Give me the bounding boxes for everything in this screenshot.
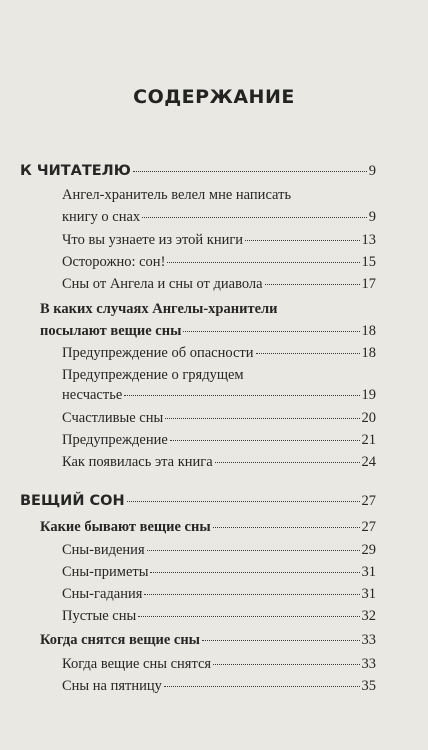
toc-page-number: 35 — [361, 678, 376, 694]
toc-entry-text: Сны-приметы — [62, 564, 149, 580]
toc-entry[interactable] — [62, 231, 376, 249]
toc-page-number: 32 — [361, 608, 376, 624]
dot-leader — [256, 352, 360, 354]
dot-leader — [144, 593, 359, 595]
toc-page-number: 27 — [361, 493, 376, 509]
toc-entry-line[interactable]: Ангел-хранитель велел мне написать — [62, 187, 292, 203]
toc-entry-text: Сны-видения — [62, 542, 145, 558]
toc-entry[interactable] — [62, 607, 376, 625]
dot-leader — [138, 615, 359, 617]
dot-leader — [165, 417, 359, 419]
toc-entry-text: Что вы узнаете из этой книги — [62, 232, 244, 248]
toc-entry-text: Как появилась эта книга — [62, 454, 213, 470]
toc-entry-text: Счастливые сны — [62, 410, 164, 426]
toc-entry[interactable] — [40, 631, 376, 649]
toc-entry[interactable] — [40, 322, 376, 340]
toc-entry-text: Сны-гадания — [62, 586, 143, 602]
toc-entry[interactable] — [62, 253, 376, 271]
toc-page-number: 18 — [361, 323, 376, 339]
toc-entry-text: Когда вещие сны снятся — [62, 656, 212, 672]
toc-page-number: 13 — [361, 232, 376, 248]
dot-leader — [170, 439, 360, 441]
toc-entry[interactable] — [62, 344, 376, 362]
dot-leader — [133, 170, 367, 172]
toc-entry[interactable] — [62, 431, 376, 449]
toc-entry-text: Осторожно: сон! — [62, 254, 166, 270]
dot-leader — [142, 216, 367, 218]
toc-page-number: 15 — [361, 254, 376, 270]
toc-entry[interactable] — [62, 655, 376, 673]
dot-leader — [150, 571, 359, 573]
toc-entry-text: Пустые сны — [62, 608, 137, 624]
toc-entry-text: Предупреждение об опасности — [62, 345, 254, 361]
toc-page-number: 29 — [361, 542, 376, 558]
dot-leader — [245, 239, 359, 241]
toc-entry[interactable] — [20, 492, 376, 510]
toc-entry[interactable] — [62, 208, 376, 226]
toc-subsection-title: Когда снятся вещие сны — [40, 632, 200, 648]
dot-leader — [127, 500, 360, 502]
toc-entry[interactable] — [62, 386, 376, 404]
toc-entry[interactable] — [62, 585, 376, 603]
toc-page-number: 33 — [361, 632, 376, 648]
dot-leader — [147, 549, 360, 551]
toc-entry[interactable] — [20, 162, 376, 180]
toc-section-title: ВЕЩИЙ СОН — [20, 493, 125, 509]
toc-entry-text: несчастье — [62, 387, 123, 403]
toc-entry[interactable] — [62, 409, 376, 427]
toc-entry-text: Сны на пятницу — [62, 678, 162, 694]
toc-subsection-title: посылают вещие сны — [40, 323, 182, 339]
toc-entry-text: Сны от Ангела и сны от диавола — [62, 276, 263, 292]
toc-page-number: 33 — [361, 656, 376, 672]
toc-entry-text: Предупреждение — [62, 432, 168, 448]
toc-entry[interactable] — [62, 275, 376, 293]
toc-page-number: 17 — [361, 276, 376, 292]
toc-page-number: 9 — [368, 163, 376, 179]
dot-leader — [213, 663, 359, 665]
toc-page-number: 9 — [368, 209, 376, 225]
toc-page-number: 31 — [361, 586, 376, 602]
dot-leader — [265, 283, 360, 285]
dot-leader — [183, 330, 359, 332]
toc-entry[interactable] — [62, 677, 376, 695]
toc-page-number: 27 — [361, 519, 376, 535]
page-title: СОДЕРЖАНИЕ — [133, 86, 295, 108]
toc-entry[interactable] — [62, 453, 376, 471]
toc-page-number: 21 — [361, 432, 376, 448]
dot-leader — [124, 394, 359, 396]
toc-page-number: 20 — [361, 410, 376, 426]
toc-subsection-title: Какие бывают вещие сны — [40, 519, 211, 535]
dot-leader — [213, 526, 360, 528]
dot-leader — [215, 461, 360, 463]
toc-entry-text: книгу о снах — [62, 209, 141, 225]
toc-entry[interactable] — [40, 518, 376, 536]
dot-leader — [167, 261, 359, 263]
dot-leader — [164, 685, 360, 687]
toc-subsection-line[interactable]: В каких случаях Ангелы-хранители — [40, 301, 278, 317]
dot-leader — [202, 639, 360, 641]
toc-entry[interactable] — [62, 541, 376, 559]
toc-page-number: 18 — [361, 345, 376, 361]
toc-entry-line[interactable]: Предупреждение о грядущем — [62, 367, 244, 383]
toc-page-number: 19 — [361, 387, 376, 403]
toc-section-title: К ЧИТАТЕЛЮ — [20, 163, 131, 179]
toc-entry[interactable] — [62, 563, 376, 581]
toc-page-number: 24 — [361, 454, 376, 470]
toc-page-number: 31 — [361, 564, 376, 580]
